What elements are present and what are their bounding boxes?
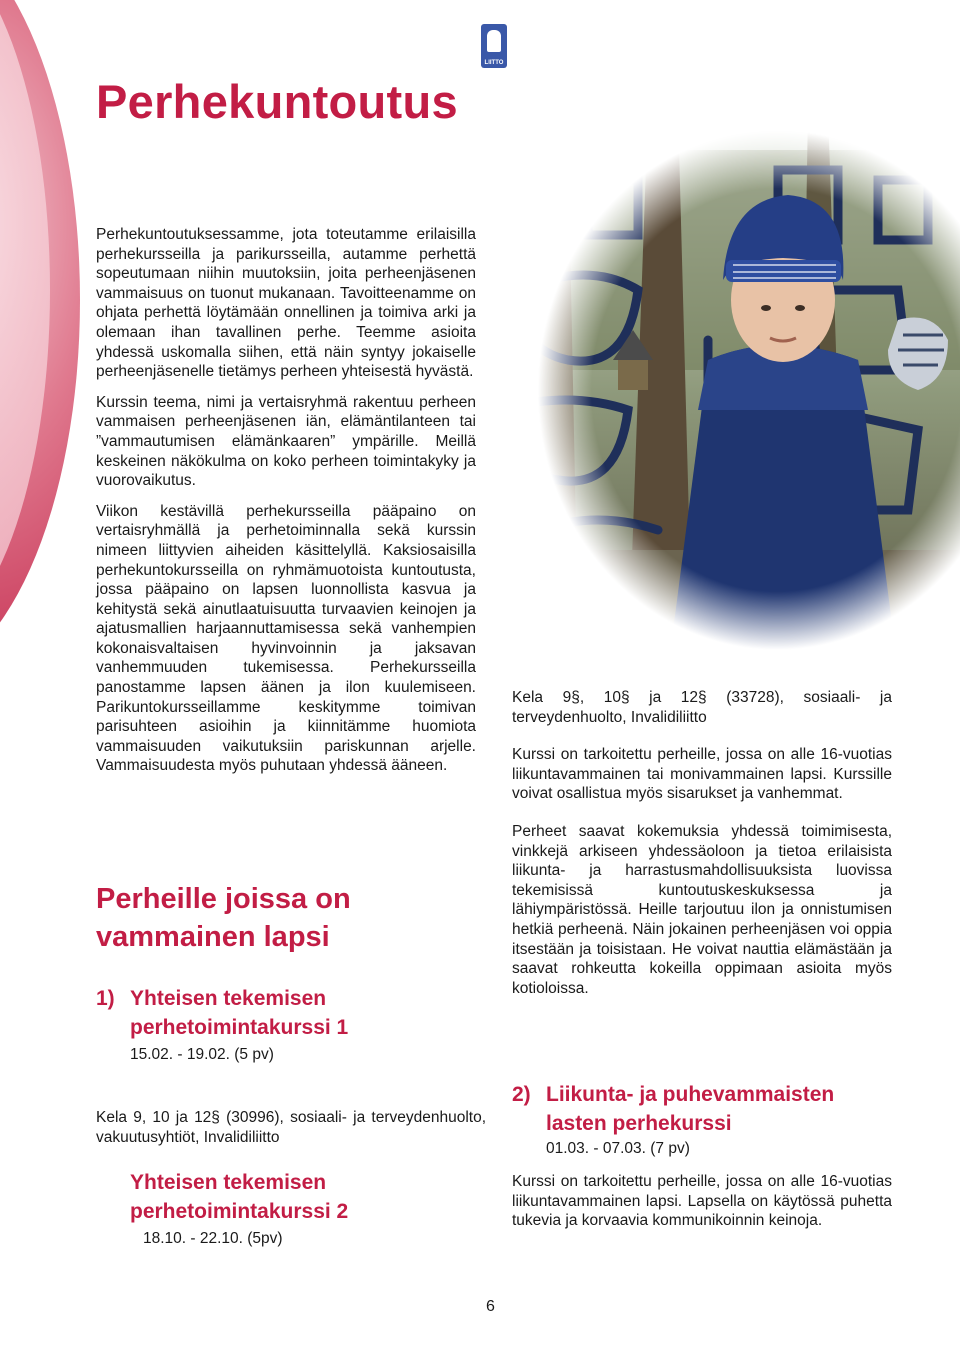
right-experience: Perheet saavat kokemuksia yhdessä toimimisesta, vinkkejä arkiseen yhdessäoloon ja tietoa erilaisista liikunta- ja harrastusmahdollisuuksista luovissa tekemisissä kuntoutuskeskuksessa ja lähiympäristössä. Heille tarjoutuu ilon ja onnistumisen hetkiä perheenä. Näin jokainen perheenjäsen voi oppia itsestään ja toisistaan. He voivat nauttia elämästään ja saavat rohkeutta kokeilla oppimaan asioita myös kotioloissa. bbox=[512, 822, 892, 997]
page-number: 6 bbox=[486, 1298, 495, 1315]
intro-paragraph-3: Viikon kestävillä perhekursseilla pääpaino on vertaisryhmällä ja perhetoiminnalla sekä kurssin nimeen liittyvien aiheiden käsittelyllä. Kaksiosaisilla perhekuntokursseilla on ryhmämuotoista kuntoutusta, jossa pääpaino on lapsen luonnollista kasvua ja kehitystä sekä ainutlaatuisuutta turvaavien keinojen ja ajatusmallien harjaannuttamisessa sekä vanhempien kokonaisvaltaisen hyvinvoinnin ja jaksavan vanhemmuuden tukemisessa. Perhekursseilla panostamme lapsen äänen ja ilon kuulemiseen. Parikuntokursseillamme keskitymme toimivan parisuhteen asioihin ja kiinnitämme huomiota vammaisuuden vaikutuksiin pariskunnan arjelle. Vammaisuudesta myös puhutaan yhdessä ääneen. bbox=[96, 502, 476, 775]
course-2-date: 01.03. - 07.03. (7 pv) bbox=[546, 1140, 690, 1157]
photo-illustration bbox=[478, 110, 960, 670]
course-2-number: 2) bbox=[512, 1083, 531, 1106]
section-heading: Perheille joissa on vammainen lapsi bbox=[96, 883, 351, 953]
page-title: Perhekuntoutus bbox=[96, 75, 458, 128]
right-funding: Kela 9§, 10§ ja 12§ (33728), sosiaali- ja terveydenhuolto, Invalidiliitto bbox=[512, 689, 892, 726]
course-2-target: Kurssi on tarkoitettu perheille, jossa on alle 16-vuotias liikuntavammainen lapsi. Lapsella on käytössä puhetta tukevia ja korvaavia kommunikoinnin keinoja. bbox=[512, 1173, 892, 1230]
course-1-name: Yhteisen tekemisen perhetoimintakurssi 1 bbox=[130, 987, 349, 1039]
photo-child-at-playground bbox=[478, 110, 960, 670]
course-1b-date: 18.10. - 22.10. (5pv) bbox=[143, 1230, 283, 1247]
intro-text bbox=[96, 225, 476, 787]
course-1-number: 1) bbox=[96, 987, 115, 1010]
intro-paragraph-1: Perhekuntoutuksessamme, jota toteutamme erilaisilla perhekursseilla ja parikursseilla, autamme perhettä sopeutumaan niihin muutoksiin, joita perheenjäsenen vammaisuus on tuonut mukanaan. Tavoitteenamme on ohjata perhettä löytämään onnellinen ja toimiva arki ja olemaan ihan tavallinen perhe. Teemme asioita yhdessä uskomalla siihen, että näin syntyy jokaiselle perheenjäsenelle tietämys perheen yhteisestä hyvästä. bbox=[96, 226, 476, 381]
course-2-name: Liikunta- ja puhevammaisten lasten perhekurssi bbox=[546, 1083, 835, 1135]
logo-text: LIITTO bbox=[484, 60, 504, 66]
right-column-text bbox=[512, 688, 892, 1009]
course-2-title bbox=[512, 1080, 892, 1138]
course-1-date: 15.02. - 19.02. (5 pv) bbox=[130, 1046, 274, 1063]
organization-logo bbox=[481, 24, 507, 68]
course-1-funding: Kela 9, 10 ja 12§ (30996), sosiaali- ja terveydenhuolto, vakuutusyhtiöt, Invalidiliitto bbox=[96, 1109, 486, 1146]
right-target: Kurssi on tarkoitettu perheille, jossa on alle 16-vuotias liikuntavammainen tai monivammainen lapsi. Kurssille voivat osallistua myös sisarukset ja vanhemmat. bbox=[512, 746, 892, 803]
course-1-title bbox=[96, 984, 486, 1042]
course-1b-title: Yhteisen tekemisen perhetoimintakurssi 2 bbox=[130, 1171, 349, 1223]
intro-paragraph-2: Kurssin teema, nimi ja vertaisryhmä rakentuu perheen vammaisen perheenjäsenen iän, elämäntilanteen tai ”vammautumisen elämänkaaren” ympärille. Meillä keskeinen näkökulma on koko perheen toimintakyky ja vuorovaikutus. bbox=[96, 393, 476, 490]
